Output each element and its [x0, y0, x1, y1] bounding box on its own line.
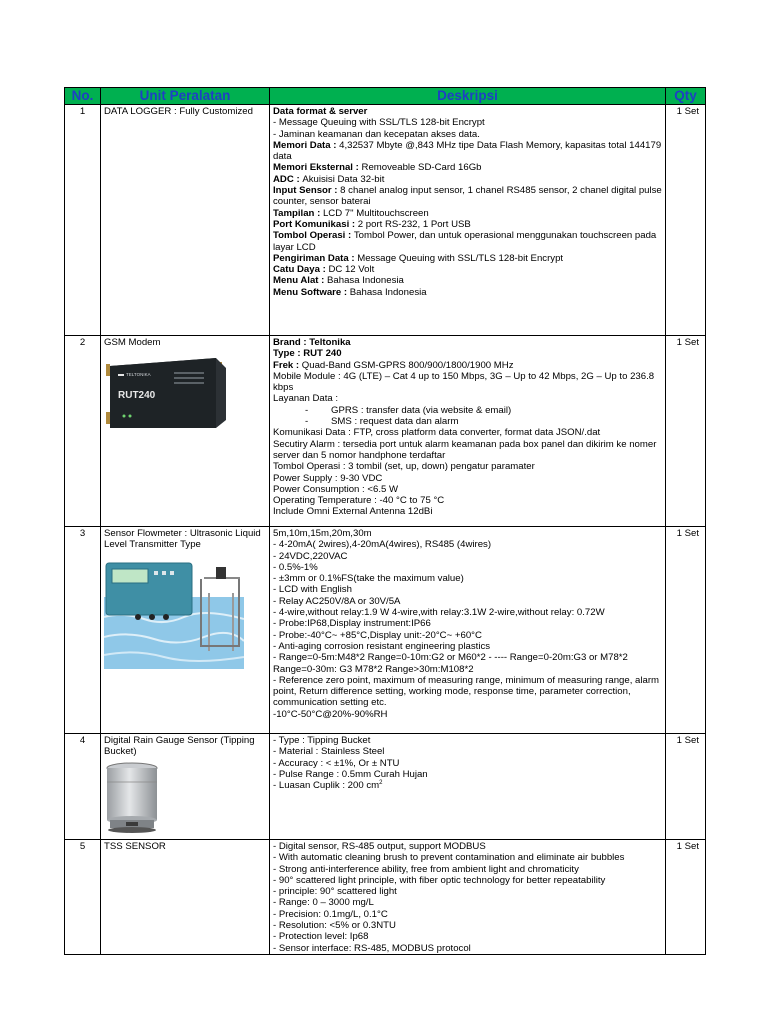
- desc-line: [273, 275, 662, 286]
- header-desc: Deskripsi: [270, 88, 666, 105]
- desc-text: - Relay AC250V/8A or 30V/5A: [273, 595, 401, 607]
- unit-name: TSS SENSOR: [104, 841, 166, 852]
- desc-text: Akuisisi Data 32-bit: [302, 173, 385, 185]
- qty-cell: 1 Set: [666, 105, 706, 336]
- desc-text: LCD 7" Multitouchscreen: [322, 207, 429, 219]
- unit-name: Sensor Flowmeter : Ultrasonic Liquid Level Transmitter Type: [104, 528, 261, 551]
- desc-line: [273, 573, 662, 584]
- unit-name: GSM Modem: [104, 337, 161, 348]
- desc-line: [273, 393, 662, 404]
- unit-cell: [101, 527, 270, 734]
- desc-line: [273, 852, 662, 863]
- desc-key: Pengiriman Data :: [273, 252, 358, 264]
- desc-text: 2 port RS-232, 1 Port USB: [357, 218, 471, 230]
- desc-key: Frek :: [273, 359, 302, 371]
- desc-text: Operating Temperature : -40 °C to 75 °C: [273, 495, 445, 507]
- desc-line: [273, 405, 662, 416]
- desc-line: [273, 495, 662, 506]
- desc-key: Input Sensor :: [273, 185, 341, 197]
- desc-cell: [270, 336, 666, 527]
- desc-line: [273, 140, 662, 163]
- desc-text: Mobile Module : 4G (LTE) – Cat 4 up to 150 Mbps, 3G – Up to 42 Mbps, 2G – Up to 236.8 kbps: [273, 370, 655, 394]
- desc-line: [273, 596, 662, 607]
- desc-text: - 90° scattered light principle, with fiber optic technology for better repeatability: [273, 874, 606, 886]
- desc-text: - Anti-aging corrosion resistant engineering plastics: [273, 640, 491, 652]
- desc-text: - 4-wire,without relay:1.9 W 4-wire,with relay:3.1W 2-wire,without relay: 0.72W: [273, 607, 605, 619]
- qty-cell: 1 Set: [666, 840, 706, 955]
- desc-line: [273, 841, 662, 852]
- desc-line: [273, 630, 662, 641]
- desc-text: - ±3mm or 0.1%FS(take the maximum value): [273, 573, 464, 585]
- desc-line: [273, 758, 662, 769]
- desc-text: Layanan Data :: [273, 393, 339, 405]
- desc-line: [273, 562, 662, 573]
- desc-line: [273, 551, 662, 562]
- desc-key: Data format & server: [273, 106, 368, 117]
- table-header-row: [65, 88, 706, 105]
- desc-key: Brand : Teltonika: [273, 337, 351, 348]
- desc-cell: [270, 840, 666, 955]
- desc-text: DC 12 Volt: [328, 264, 375, 276]
- qty-cell: 1 Set: [666, 734, 706, 840]
- desc-line: [273, 584, 662, 595]
- table-row: [65, 336, 706, 527]
- ultrasonic-level-transmitter-image: [104, 557, 244, 669]
- row-no: 3: [65, 527, 101, 734]
- desc-text: 5m,10m,15m,20m,30m: [273, 528, 372, 539]
- desc-line: [273, 539, 662, 550]
- unit-cell: [101, 105, 270, 336]
- desc-text: - Material : Stainless Steel: [273, 746, 385, 758]
- desc-text: - 4-20mA( 2wires),4-20mA(4wires), RS485 (4wires): [273, 539, 492, 551]
- desc-line: [273, 185, 662, 208]
- header-no: No.: [65, 88, 101, 105]
- desc-line: [273, 484, 662, 495]
- desc-text: - Digital sensor, RS-485 output, support MODBUS: [273, 841, 486, 852]
- desc-line: [273, 864, 662, 875]
- desc-line: [273, 253, 662, 264]
- desc-line: [273, 709, 662, 720]
- table-row: [65, 105, 706, 336]
- desc-line: [273, 219, 662, 230]
- desc-line: [273, 287, 662, 298]
- desc-text: - Range: 0 – 3000 mg/L: [273, 897, 374, 909]
- desc-text: - Strong anti-interference ability, free from ambient light and chromaticity: [273, 863, 579, 875]
- bullet-dash: -: [305, 404, 309, 416]
- desc-text: -10°C-50°C@20%-90%RH: [273, 708, 388, 720]
- desc-line: [273, 931, 662, 942]
- desc-text: - Reference zero point, maximum of measuring range, minimum of measuring range, alarm point, Return difference setting, working mode, response time, parameter correction, communication setting etc.: [273, 674, 660, 709]
- desc-text: Tombol Operasi : 3 tombil (set, up, down) pengatur paramater: [273, 461, 535, 473]
- desc-line: [273, 348, 662, 359]
- desc-line: [273, 675, 662, 709]
- desc-line: [273, 106, 662, 117]
- desc-line: [273, 652, 662, 675]
- row-no: 2: [65, 336, 101, 527]
- desc-text: - Message Queuing with SSL/TLS 128-bit Encrypt: [273, 117, 485, 129]
- desc-cell: [270, 527, 666, 734]
- desc-text: - Protection level: Ip68: [273, 931, 369, 943]
- desc-line: [273, 746, 662, 757]
- unit-cell: [101, 336, 270, 527]
- desc-key: ADC :: [273, 173, 303, 185]
- header-qty: Qty: [666, 88, 706, 105]
- gsm-router-image: [104, 354, 232, 434]
- desc-text: - Type : Tipping Bucket: [273, 735, 371, 746]
- desc-line: [273, 943, 662, 954]
- desc-key: Catu Daya :: [273, 264, 329, 276]
- row-no: 5: [65, 840, 101, 955]
- desc-line: [273, 886, 662, 897]
- desc-text: - LCD with English: [273, 584, 352, 596]
- unit-name: Digital Rain Gauge Sensor (Tipping Bucket): [104, 735, 255, 758]
- unit-cell: [101, 840, 270, 955]
- bullet-dash: -: [305, 416, 309, 428]
- desc-line: [273, 769, 662, 780]
- desc-line: [273, 618, 662, 629]
- row-no: 4: [65, 734, 101, 840]
- unit-cell: [101, 734, 270, 840]
- desc-line: [273, 230, 662, 253]
- desc-line: [273, 735, 662, 746]
- desc-text: - Probe:-40°C~ +85°C,Display unit:-20°C~ +60°C: [273, 629, 482, 641]
- desc-key: Type : RUT 240: [273, 348, 342, 360]
- desc-key: Memori Data :: [273, 139, 340, 151]
- desc-superscript: 2: [379, 780, 383, 786]
- router-brand-text: TELTONIKA: [126, 372, 151, 378]
- desc-text: - Pulse Range : 0.5mm Curah Hujan: [273, 768, 428, 780]
- table-row: [65, 527, 706, 734]
- desc-text: - Jaminan keamanan dan kecepatan akses data.: [273, 128, 480, 140]
- desc-line: [273, 427, 662, 438]
- desc-line: [273, 129, 662, 140]
- desc-text: Tombol Power, dan untuk operasional menggunakan touchscreen pada layar LCD: [273, 230, 657, 253]
- qty-cell: 1 Set: [666, 336, 706, 527]
- desc-text: - 24VDC,220VAC: [273, 550, 348, 562]
- desc-text: - Probe:IP68,Display instrument:IP66: [273, 618, 431, 630]
- table-row: [65, 840, 706, 955]
- desc-key: Menu Alat :: [273, 275, 328, 287]
- desc-text: Include Omni External Antenna 12dBi: [273, 506, 433, 518]
- desc-text: 4,32537 Mbyte @,843 MHz tipe Data Flash Memory, kapasitas total 144179 data: [273, 139, 662, 163]
- desc-cell: [270, 105, 666, 336]
- desc-text: 8 chanel analog input sensor, 1 chanel RS485 sensor, 2 chanel digital pulse counter, sensor baterai: [273, 185, 662, 208]
- desc-text: - With automatic cleaning brush to prevent contamination and eliminate air bubbles: [273, 852, 625, 864]
- router-model-text: RUT240: [118, 390, 156, 402]
- desc-text: - Resolution: <5% or 0.3NTU: [273, 920, 396, 932]
- desc-line: [273, 920, 662, 931]
- desc-line: [273, 371, 662, 394]
- desc-text: Power Consumption : <6.5 W: [273, 483, 399, 495]
- desc-text: Quad-Band GSM-GPRS 800/900/1800/1900 MHz: [301, 359, 514, 371]
- desc-key: Port Komunikasi :: [273, 218, 358, 230]
- desc-line: [273, 473, 662, 484]
- desc-line: [273, 875, 662, 886]
- desc-line: [273, 416, 662, 427]
- qty-cell: 1 Set: [666, 527, 706, 734]
- desc-text: SMS : request data dan alarm: [331, 416, 459, 428]
- desc-line: [273, 208, 662, 219]
- rain-gauge-image: [104, 760, 160, 834]
- desc-line: [273, 641, 662, 652]
- row-no: 1: [65, 105, 101, 336]
- desc-text: Bahasa Indonesia: [327, 275, 404, 287]
- desc-text: GPRS : transfer data (via website & email): [331, 404, 512, 416]
- desc-text: Removeable SD-Card 16Gb: [361, 162, 482, 174]
- desc-key: Tombol Operasi :: [273, 230, 354, 242]
- desc-cell: [270, 734, 666, 840]
- table-row: [65, 734, 706, 840]
- desc-key: Menu Software :: [273, 286, 350, 298]
- desc-line: [273, 162, 662, 173]
- desc-line: [273, 360, 662, 371]
- desc-line: [273, 461, 662, 472]
- desc-text: - principle: 90° scattered light: [273, 886, 397, 898]
- desc-text: Secutiry Alarm : tersedia port untuk alarm keamanan pada box panel dan dikirim ke nomer server dan 5 nomor handphone terdaftar: [273, 438, 657, 461]
- desc-text: - Precision: 0.1mg/L, 0.1°C: [273, 908, 388, 920]
- desc-text: Komunikasi Data : FTP, cross platform data converter, format data JSON/.dat: [273, 427, 601, 439]
- desc-text: Message Queuing with SSL/TLS 128-bit Encrypt: [357, 252, 564, 264]
- desc-key: Memori Eksternal :: [273, 162, 362, 174]
- desc-key: Tampilan :: [273, 207, 323, 219]
- desc-text: - Sensor interface: RS-485, MODBUS protocol: [273, 942, 471, 954]
- desc-line: [273, 506, 662, 517]
- desc-text: Bahasa Indonesia: [349, 286, 427, 298]
- desc-text: - Luasan Cuplik : 200 cm: [273, 780, 380, 792]
- desc-line: [273, 117, 662, 128]
- desc-text: - 0.5%-1%: [273, 561, 318, 573]
- desc-line: [273, 607, 662, 618]
- desc-line: [273, 897, 662, 908]
- desc-line: [273, 909, 662, 920]
- header-unit: Unit Peralatan: [101, 88, 270, 105]
- desc-text: Power Supply : 9-30 VDC: [273, 472, 383, 484]
- equipment-spec-table: [64, 87, 706, 955]
- desc-line: [273, 439, 662, 462]
- desc-text: - Range=0-5m:M48*2 Range=0-10m:G2 or M60*2 - ---- Range=0-20m:G3 or M78*2 Range=0-30m: G3 M78*2 Range>30m:M108*2: [273, 652, 628, 675]
- desc-line: [273, 174, 662, 185]
- desc-line: [273, 780, 662, 791]
- desc-line: [273, 264, 662, 275]
- desc-text: - Accuracy : < ±1%, Or ± NTU: [273, 757, 400, 769]
- desc-line: [273, 528, 662, 539]
- desc-line: [273, 337, 662, 348]
- unit-name: DATA LOGGER : Fully Customized: [104, 106, 253, 117]
